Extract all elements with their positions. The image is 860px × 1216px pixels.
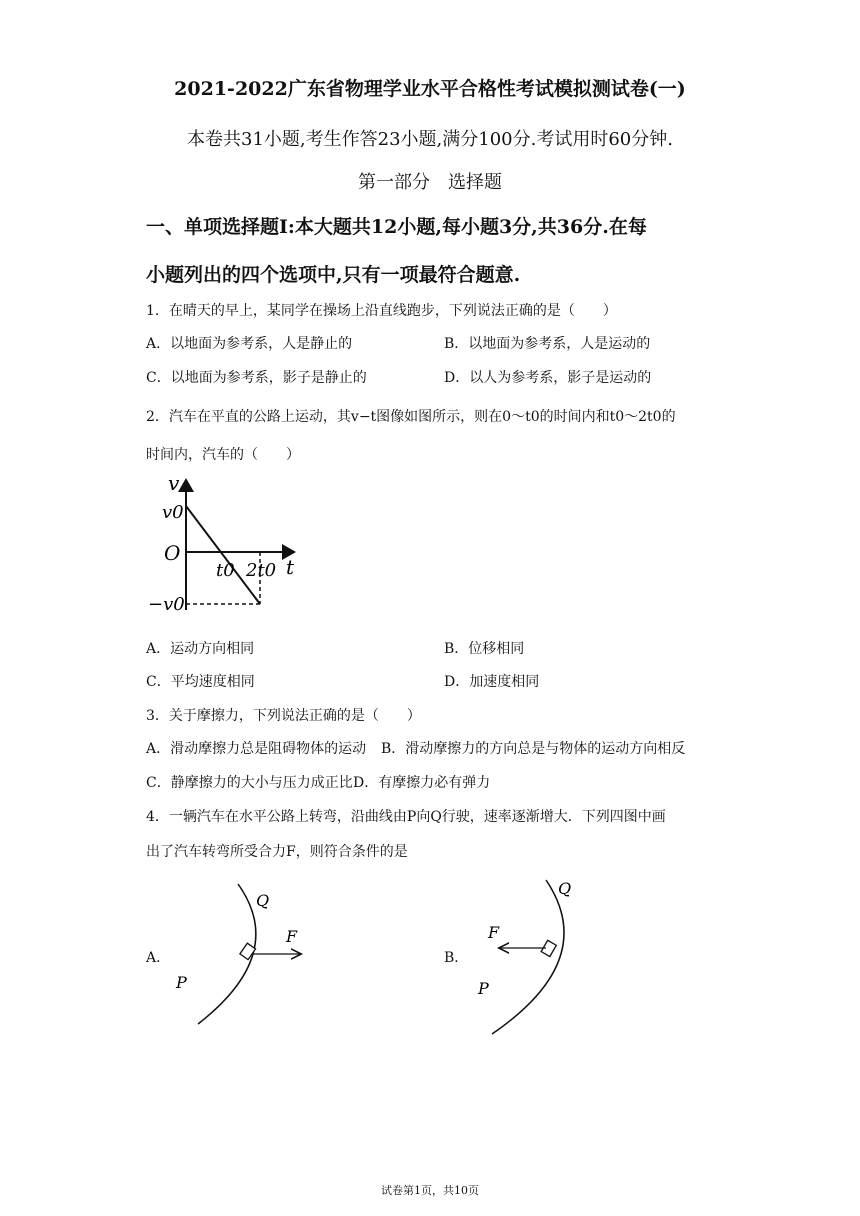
- question-1-stem: 1．在晴天的早上，某同学在操场上沿直线跑步，下列说法正确的是（ ）: [146, 303, 617, 319]
- q3-option-c: C．静摩擦力的大小与压力成正比: [146, 775, 353, 791]
- vt-graph: [146, 470, 306, 620]
- t-axis-label: t: [286, 555, 295, 579]
- exam-title: 2021-2022广东省物理学业水平合格性考试模拟测试卷(一): [174, 78, 686, 100]
- p-label: P: [478, 979, 489, 998]
- q3-option-b: B．滑动摩擦力的方向总是与物体的运动方向相反: [381, 741, 686, 757]
- page-footer: 试卷第1页，共10页: [381, 1184, 479, 1197]
- question-3-stem: 3．关于摩擦力，下列说法正确的是（ ）: [146, 708, 421, 724]
- q1-option-c: C．以地面为参考系，影子是静止的: [146, 370, 367, 386]
- velocity-line: [186, 506, 260, 604]
- v0-label: v0: [162, 502, 184, 523]
- section-heading-line1: 一、单项选择题Ⅰ:本大题共12小题,每小题3分,共36分.在每: [146, 216, 647, 238]
- q-label: Q: [558, 879, 572, 898]
- q1-option-a: A．以地面为参考系，人是静止的: [146, 336, 353, 352]
- q4-figure-a: [160, 876, 320, 1032]
- exam-intro: 本卷共31小题,考生作答23小题,满分100分.考试用时60分钟.: [187, 129, 673, 150]
- origin-label: O: [164, 541, 181, 565]
- q1-option-b: B．以地面为参考系，人是运动的: [444, 336, 651, 352]
- q1-option-d: D．以人为参考系，影子是运动的: [444, 370, 652, 386]
- q2-option-c: C．平均速度相同: [146, 674, 255, 690]
- f-label: F: [488, 923, 500, 942]
- p-label: P: [176, 973, 187, 992]
- f-label: F: [286, 927, 298, 946]
- car-box: [240, 943, 256, 959]
- question-4-stem-line1: 4．一辆汽车在水平公路上转弯，沿曲线由P向Q行驶，速率逐渐增大．下列四图中画: [146, 809, 666, 825]
- q4-option-a-label: A．: [146, 950, 171, 966]
- q2-option-d: D．加速度相同: [444, 674, 540, 690]
- q-label: Q: [256, 891, 270, 910]
- q4-option-b-label: B．: [444, 950, 469, 966]
- neg-v0-label: −v0: [148, 594, 185, 615]
- v-axis-label: v: [168, 471, 180, 495]
- question-2-stem-line2: 时间内，汽车的（ ）: [146, 447, 300, 463]
- q2-option-b: B．位移相同: [444, 641, 525, 657]
- section-heading-line2: 小题列出的四个选项中,只有一项最符合题意.: [146, 264, 521, 286]
- part-heading: 第一部分 选择题: [358, 172, 502, 193]
- q3-option-a: A．滑动摩擦力总是阻碍物体的运动: [146, 741, 367, 757]
- q4-figure-b: [470, 876, 610, 1036]
- two-t0-label: 2t0: [246, 560, 277, 581]
- q2-option-a: A．运动方向相同: [146, 641, 255, 657]
- q3-option-d: D．有摩擦力必有弹力: [353, 775, 491, 791]
- t0-label: t0: [216, 560, 235, 581]
- question-4-stem-line2: 出了汽车转弯所受合力F，则符合条件的是: [146, 844, 408, 860]
- curve-path: [492, 880, 564, 1034]
- question-2-stem-line1: 2．汽车在平直的公路上运动，其v−t图像如图所示，则在0～t0的时间内和t0～2t0的: [146, 409, 676, 425]
